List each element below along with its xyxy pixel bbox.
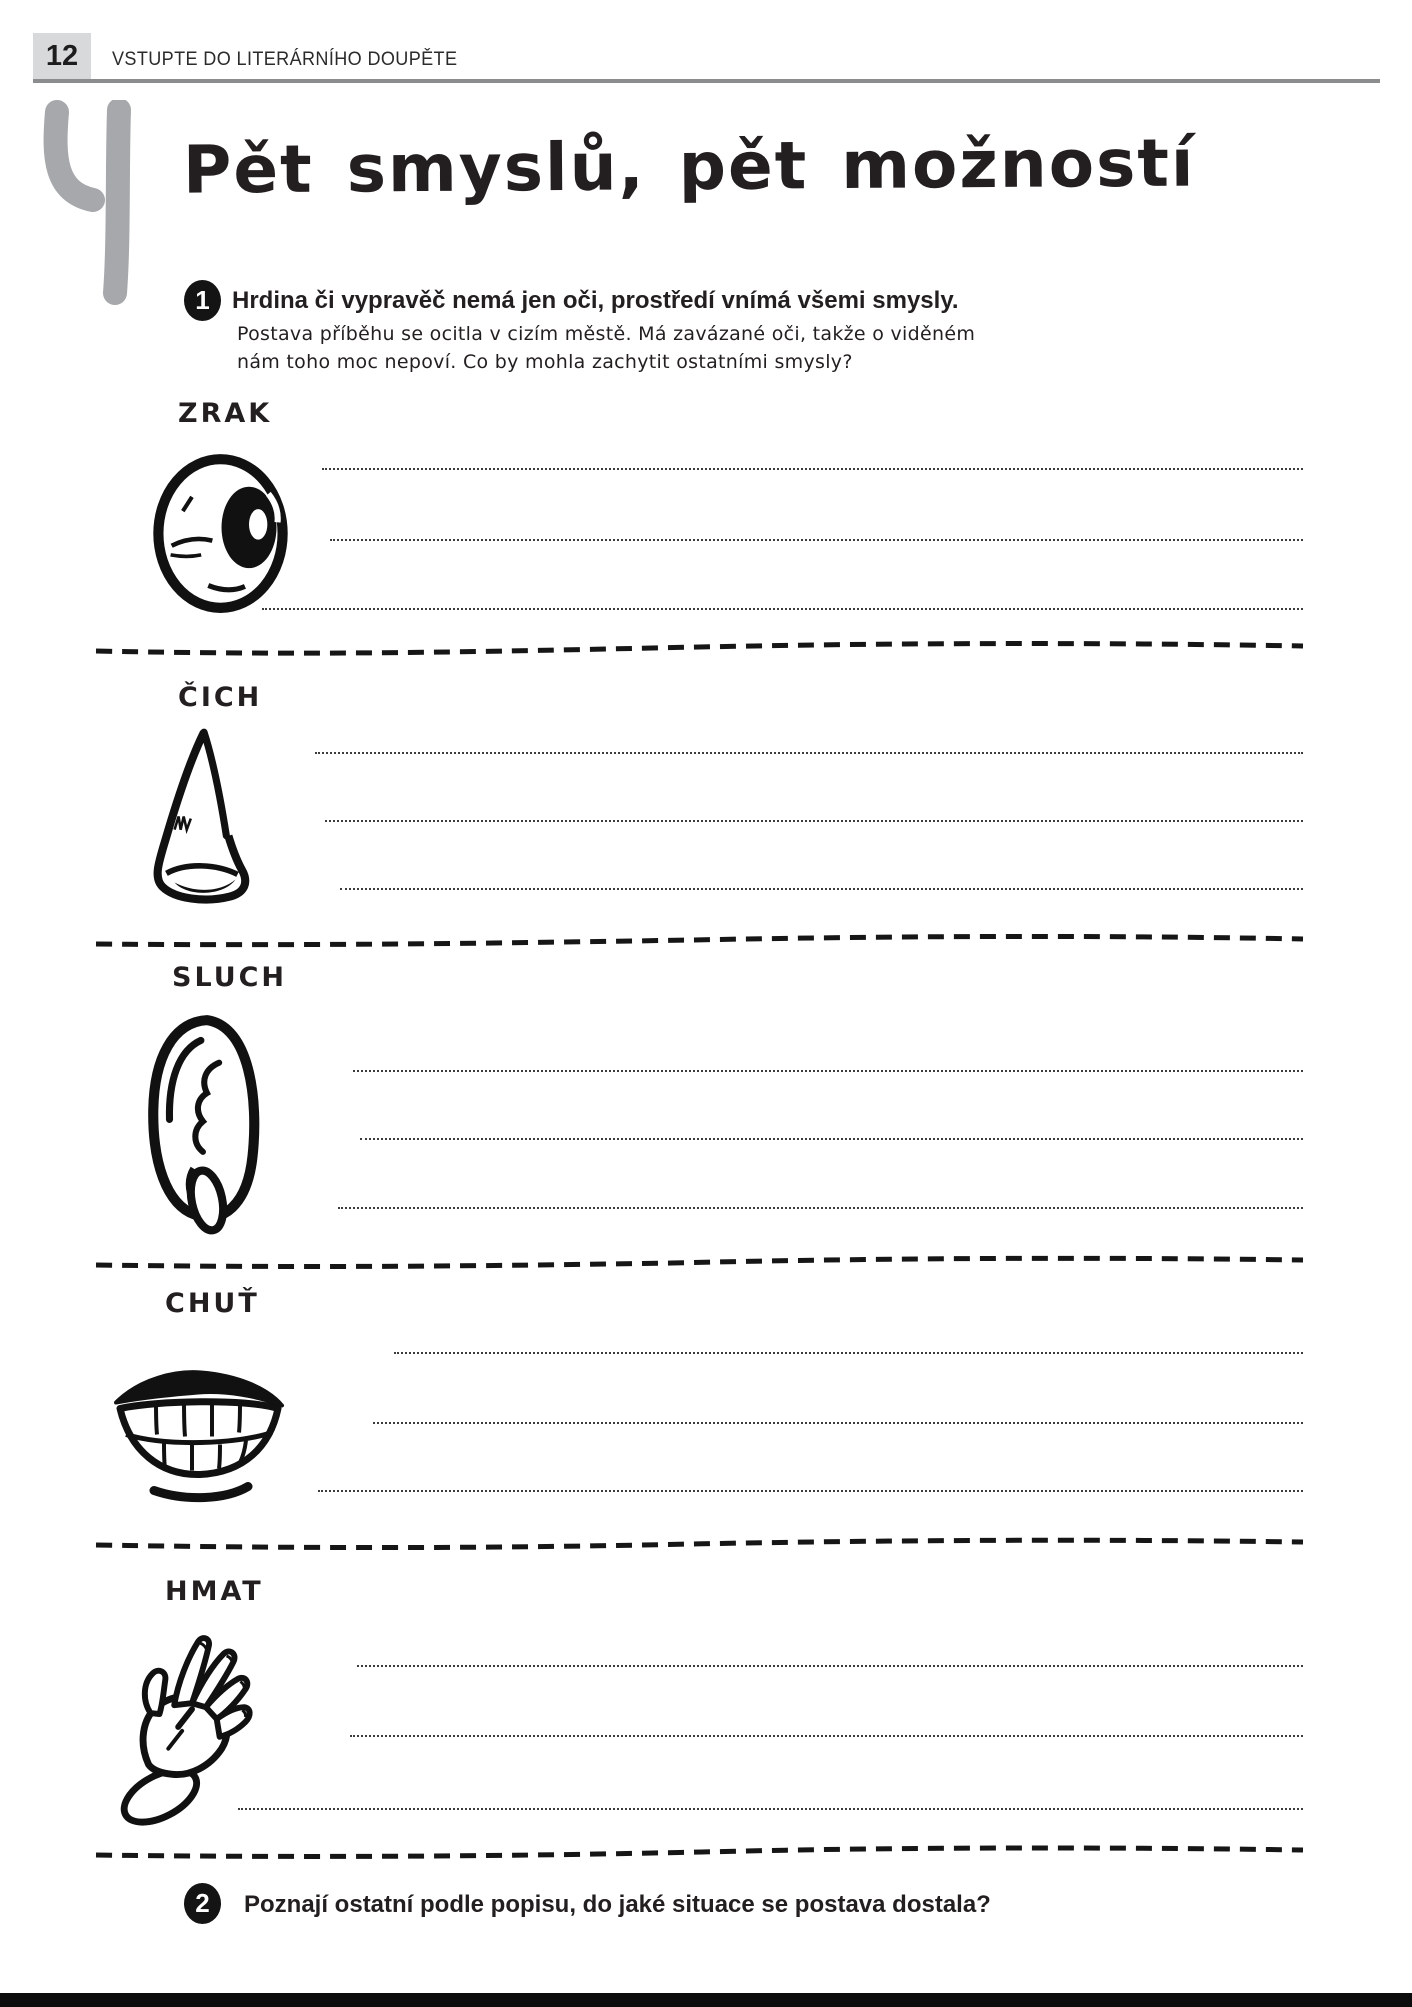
writing-line <box>360 1138 1303 1140</box>
writing-line <box>350 1735 1303 1737</box>
writing-line <box>340 888 1303 890</box>
ear-icon <box>142 1010 274 1243</box>
sense-label-sluch: SLUCH <box>172 962 288 993</box>
sense-label-chut: CHUŤ <box>165 1288 260 1319</box>
section-divider <box>92 1842 1307 1862</box>
nose-icon <box>140 724 267 912</box>
writing-line <box>238 1808 1303 1810</box>
mouth-icon <box>106 1348 291 1503</box>
page-bottom-bar <box>0 1993 1412 2007</box>
chapter-number-icon <box>35 100 155 305</box>
writing-line <box>318 1490 1303 1492</box>
task1-instructions-line1: Postava příběhu se ocitla v cizím městě. Má zavázané oči, takže o viděném <box>237 323 976 345</box>
task2-badge-number: 2 <box>195 1888 210 1918</box>
writing-line <box>357 1665 1303 1667</box>
running-header: VSTUPTE DO LITERÁRNÍHO DOUPĚTE <box>112 49 458 70</box>
task2-badge <box>184 1883 221 1924</box>
writing-line <box>373 1422 1303 1424</box>
section-divider <box>92 930 1307 950</box>
task1-badge-number: 1 <box>195 285 210 315</box>
task1-instructions <box>237 320 975 376</box>
writing-line <box>330 539 1303 541</box>
page-number: 12 <box>45 39 79 72</box>
writing-line <box>338 1207 1303 1209</box>
eye-icon <box>148 448 293 616</box>
writing-line <box>322 468 1303 470</box>
page-title: Pět smyslů, pět možností <box>182 124 1196 209</box>
hand-icon <box>113 1615 271 1827</box>
task2-heading: Poznají ostatní podle popisu, do jaké situace se postava dostala? <box>244 1891 991 1918</box>
task1-heading: Hrdina či vypravěč nemá jen oči, prostředí vnímá všemi smysly. <box>232 287 959 314</box>
writing-line <box>325 820 1303 822</box>
task1-instructions-line2: nám toho moc nepoví. Co by mohla zachytit ostatními smysly? <box>237 351 853 373</box>
sense-label-cich: ČICH <box>178 682 263 713</box>
sense-label-zrak: ZRAK <box>178 398 273 429</box>
section-divider <box>92 1533 1307 1553</box>
sense-label-hmat: HMAT <box>165 1576 264 1607</box>
writing-line <box>262 608 1303 610</box>
page-number-box <box>33 33 91 79</box>
writing-line <box>315 752 1303 754</box>
writing-line <box>353 1070 1303 1072</box>
task1-badge <box>184 280 221 321</box>
section-divider <box>92 638 1307 658</box>
section-divider <box>92 1252 1307 1272</box>
writing-line <box>394 1352 1303 1354</box>
header-rule <box>33 79 1380 83</box>
